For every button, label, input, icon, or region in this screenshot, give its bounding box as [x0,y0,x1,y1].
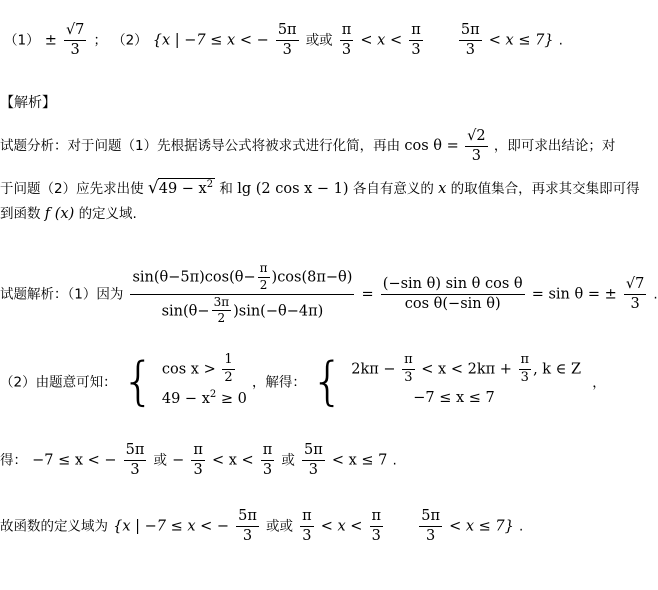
fraction-denominator: cos θ(−sin θ) [404,295,501,312]
fraction-denominator: 3 [242,527,253,544]
expr-text: sin(θ−5π)cos(θ− [132,269,256,286]
fraction-numerator: π [370,508,384,527]
big-fraction-denominator [160,295,326,327]
expr-text: cos x > [161,361,216,378]
fraction [370,508,384,544]
fraction [302,442,325,478]
fraction-numerator: √7 [624,276,646,295]
fraction [300,508,314,544]
fraction [191,442,205,478]
fraction-numerator: π [300,508,314,527]
analysis-line-3 [0,202,137,222]
expr-text: 49 − x [161,390,210,407]
lg-expression: lg (2 cos x − 1) [237,181,349,197]
condition-1 [162,353,247,386]
fraction-denominator: 3 [308,461,318,478]
fraction-numerator: 5π [459,22,482,41]
fraction-numerator: √7 [64,22,86,41]
fraction-denominator: 3 [130,461,140,478]
cos-theta: cos θ = [404,138,459,155]
condition-2: $49 - x^2 \ge 0$ [161,388,247,407]
fraction-denominator: 3 [341,41,352,58]
answer-pm: ± [44,32,57,49]
solution-2-line [0,352,606,412]
analysis-text: ，即可求出结论；对 [493,138,616,155]
fraction [459,22,482,58]
fraction-denominator: 3 [426,527,436,544]
inequality: < x < [360,32,403,49]
period: . [518,518,524,535]
fraction [124,442,147,478]
function-fx: f (x) [44,206,75,222]
analysis-text: 试题分析：对于问题（1）先根据诱导公式将被求式进行化简，再由 [0,138,401,155]
final-line [0,508,523,544]
result-line [0,442,397,478]
expr-text: −7 ≤ x < − [32,452,117,469]
equals: = [361,286,374,303]
fraction-denominator: 2 [224,369,233,385]
set-close: < x ≤ 7} [449,518,514,535]
fraction-denominator: 3 [371,527,381,544]
fraction-denominator: 3 [70,41,80,58]
fraction-numerator: 5π [302,442,325,461]
comma: ， [592,374,606,391]
separator: ； [93,32,107,49]
fraction [236,508,259,544]
fraction-denominator: 3 [630,295,640,312]
fraction-denominator: 3 [465,41,475,58]
equals-sin: = sin θ = ± [531,286,617,303]
analysis-text: 于问题（2）应先求出使 [0,181,144,197]
or-text: 或或 [266,518,293,535]
fraction-numerator: 5π [236,508,259,527]
analysis-line-1 [0,128,615,164]
solution-row-2: −7 ≤ x ≤ 7 [413,390,495,407]
set-close: < x ≤ 7} [488,32,554,49]
fraction-denominator: 3 [193,461,203,478]
solution-2-label: （2）由题意可知： [0,374,117,391]
or-text: 或 [281,452,295,469]
expr-text: , k ∈ Z [533,361,582,378]
radicand: 49 − x [158,181,207,197]
big-fraction-numerator [130,262,354,295]
expr-text: sin(θ− [161,302,210,319]
solution-system [351,353,581,411]
solution-1-label: 试题解析：（1）因为 [0,286,124,303]
middle-fraction [381,276,525,312]
fraction-numerator: π [402,353,415,370]
solution-1-line [0,262,658,326]
fraction-denominator: 3 [302,527,312,544]
analysis-text: 的取值集合，再求其交集即可得 [450,181,640,197]
fraction [276,22,299,58]
solve-text: ，解得： [251,374,306,391]
expr-text: < x ≤ 7 [331,452,388,469]
analysis-text: 到函数 [0,206,41,222]
fraction-numerator: π [340,22,354,41]
fraction [340,22,354,58]
result-label: 得： [0,452,27,469]
inequality: < x < [320,518,363,535]
fraction-numerator: π [258,262,270,278]
fraction-denominator: 3 [404,370,413,386]
fraction-denominator: 2 [217,311,226,326]
fraction-numerator: 5π [419,508,442,527]
sqrt-expression: $√49 - x^2$ [147,178,214,198]
fraction [261,442,275,478]
expr-text: )sin(−θ−4π) [233,302,324,319]
fraction-numerator: π [191,442,205,461]
analysis-line-2 [0,177,640,198]
left-brace-icon: { [311,352,345,412]
solution-row-1 [351,353,581,386]
fraction [419,508,442,544]
expr-text: )cos(8π−θ) [271,269,353,286]
fraction-denominator: 3 [411,41,421,58]
analysis-text: 各自有意义的 [352,181,434,197]
answer-part2-label: （2） [112,32,148,49]
fraction-numerator: 1 [222,353,234,370]
final-label: 故函数的定义域为 [0,518,108,535]
fraction-numerator: (−sin θ) sin θ cos θ [381,276,525,295]
fraction-denominator: 3 [282,41,292,58]
period: . [392,452,397,469]
expr-text: < x < [211,452,254,469]
fraction-numerator: 5π [124,442,147,461]
fraction-denominator: 3 [520,370,529,386]
analysis-text: 的定义域. [78,206,137,222]
fraction-numerator: 5π [276,22,299,41]
fraction-denominator: 3 [471,147,481,164]
expr-text: 2kπ − [351,361,396,378]
answer-part1-label: （1） [4,32,40,49]
left-brace-icon: { [121,352,155,412]
expr-text: ≥ 0 [220,390,247,407]
fraction-numerator: π [409,22,423,41]
condition-system [162,353,247,411]
analysis-text: 和 [219,181,233,197]
cos-fraction [465,128,487,164]
fraction-numerator: π [261,442,275,461]
period: . [558,32,563,49]
or-text: 或或 [305,32,333,49]
fraction [409,22,423,58]
analysis-header: 【解析】 [0,95,56,111]
big-fraction [130,262,354,326]
radical-icon: √ [147,178,159,198]
fraction-numerator: 3π [212,296,232,312]
period: . [653,286,658,303]
fraction-denominator: 3 [262,461,273,478]
expr-text: − [172,452,185,469]
answer-line [4,22,563,58]
variable-x: x [438,181,447,197]
fraction-denominator: 2 [259,277,268,292]
set-open: {x | −7 ≤ x < − [152,32,269,49]
expr-text: < x < 2kπ + [421,361,512,378]
or-text: 或 [153,452,167,469]
result-fraction [624,276,646,312]
fraction-numerator: π [519,353,532,370]
fraction-numerator: √2 [465,128,487,147]
answer-part1-fraction [64,22,86,58]
set-open: {x | −7 ≤ x < − [113,518,230,535]
